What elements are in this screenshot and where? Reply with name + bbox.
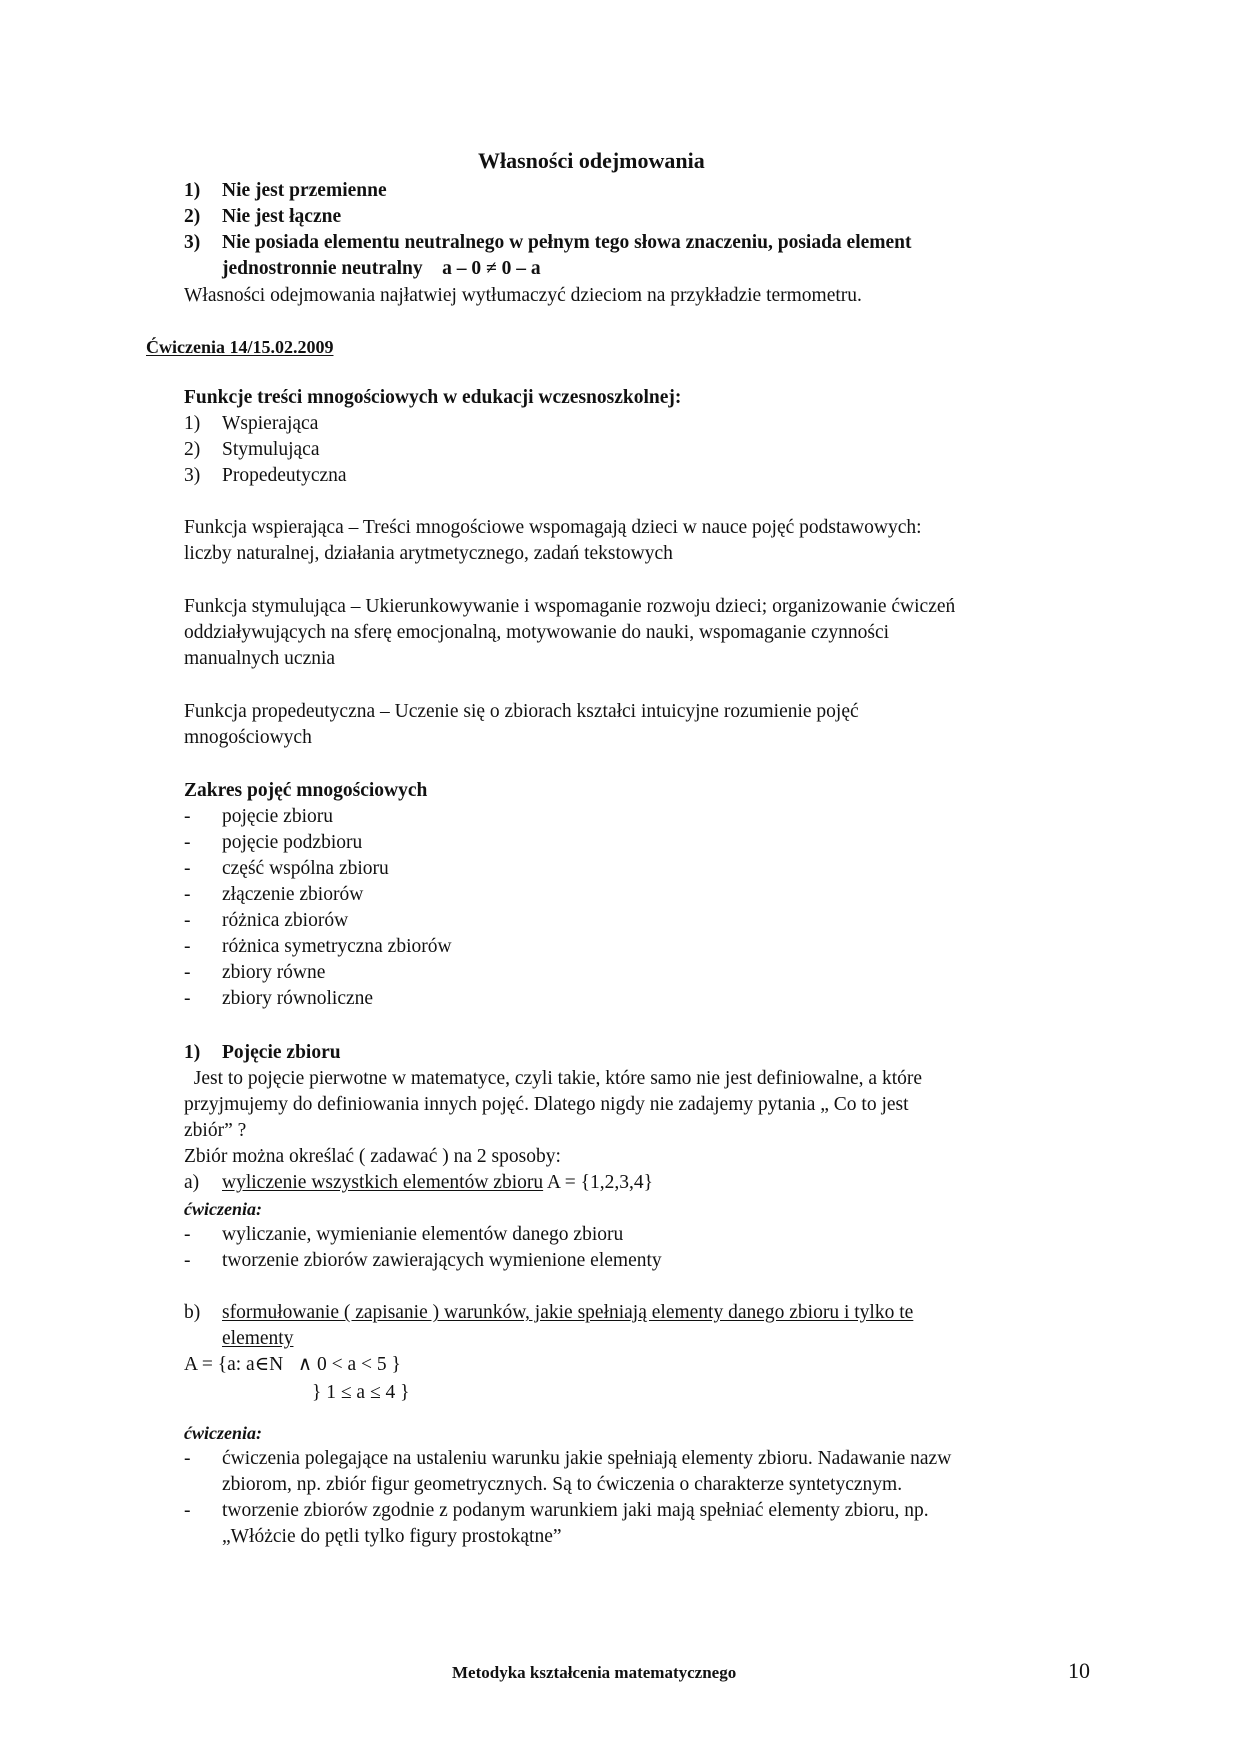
section-note: Własności odejmowania najłatwiej wytłumaczyć dzieciom na przykładzie termometru.: [184, 285, 862, 306]
section-title: Własności odejmowania: [478, 148, 705, 173]
item-text: zbiory równoliczne: [222, 988, 374, 1009]
item-number: 3): [184, 232, 201, 253]
functions-heading: Funkcje treści mnogościowych w edukacji wczesnoszkolnej:: [184, 387, 682, 408]
property-item: [184, 204, 341, 230]
formula: a – 0 ≠ 0 – a: [442, 258, 541, 279]
scope-item: [184, 908, 348, 934]
property-item: [184, 230, 912, 256]
formula: } 1 ≤ a ≤ 4 }: [312, 1382, 410, 1403]
exercises-label: ćwiczenia:: [184, 1423, 262, 1443]
footer-title: Metodyka kształcenia matematycznego: [452, 1663, 737, 1682]
formula: A = {1,2,3,4}: [546, 1172, 654, 1193]
item-text: Nie jest przemienne: [222, 180, 387, 201]
bullet: -: [184, 832, 191, 853]
exercise-item: [184, 1446, 951, 1472]
function-item: [184, 463, 347, 489]
item-text: pojęcie podzbioru: [222, 832, 363, 853]
scope-heading: Zakres pojęć mnogościowych: [184, 780, 428, 801]
bullet: -: [184, 988, 191, 1009]
paragraph-line: Funkcja stymulująca – Ukierunkowywanie i wspomaganie rozwoju dzieci; organizowanie ćwiczeń: [184, 596, 956, 617]
item-text: zbiory równe: [222, 962, 326, 983]
paragraph-line: liczby naturalnej, działania arytmetycznego, zadań tekstowych: [184, 543, 673, 564]
item-text: różnica symetryczna zbiorów: [222, 936, 452, 957]
item-text: wyliczanie, wymienianie elementów danego zbioru: [222, 1224, 624, 1245]
way-b-text: sformułowanie ( zapisanie ) warunków, jakie spełniają elementy danego zbioru i tylko te: [222, 1302, 914, 1323]
scope-item: [184, 960, 325, 986]
paragraph-line: mnogościowych: [184, 727, 312, 748]
item-text: Stymulująca: [222, 439, 320, 460]
item-text: część wspólna zbioru: [222, 858, 389, 879]
item-text: pojęcie zbioru: [222, 806, 333, 827]
paragraph-line: Jest to pojęcie pierwotne w matematyce, czyli takie, które samo nie jest definiowalne, a które: [184, 1068, 923, 1089]
session-heading: Ćwiczenia 14/15.02.2009: [146, 337, 334, 357]
item-number: 1): [184, 1042, 201, 1063]
bullet: -: [184, 1448, 191, 1469]
item-text: Nie posiada elementu neutralnego w pełnym tego słowa znaczeniu, posiada element: [222, 232, 912, 253]
paragraph-line: oddziaływujących na sferę emocjonalną, motywowanie do nauki, wspomaganie czynności: [184, 622, 890, 643]
scope-item: [184, 882, 363, 908]
way-b: [184, 1300, 913, 1326]
paragraph-line: zbiór” ?: [184, 1120, 247, 1141]
bullet: -: [184, 910, 191, 931]
item-text: złączenie zbiorów: [222, 884, 364, 905]
paragraph-line: przyjmujemy do definiowania innych pojęć. Dlatego nigdy nie zadajemy pytania „ Co to jest: [184, 1094, 909, 1115]
item-label: b): [184, 1302, 201, 1323]
formula: A = {a: a∈N ∧ 0 < a < 5 }: [184, 1354, 401, 1375]
function-item: [184, 437, 319, 463]
bullet: -: [184, 858, 191, 879]
exercise-item-continuation: zbiorom, np. zbiór figur geometrycznych. Są to ćwiczenia o charakterze syntetycznym.: [222, 1474, 903, 1495]
function-item: [184, 411, 318, 437]
item-text: Wspierająca: [222, 413, 319, 434]
bullet: -: [184, 936, 191, 957]
bullet: -: [184, 884, 191, 905]
item-text: Propedeutyczna: [222, 465, 347, 486]
item-text: różnica zbiorów: [222, 910, 349, 931]
bullet: -: [184, 1250, 191, 1271]
scope-item: [184, 986, 373, 1012]
scope-item: [184, 804, 333, 830]
item-text: tworzenie zbiorów zawierających wymienione elementy: [222, 1250, 662, 1271]
heading-text: Pojęcie zbioru: [222, 1042, 341, 1063]
bullet: -: [184, 1224, 191, 1245]
item-text: Nie jest łączne: [222, 206, 342, 227]
item-label: a): [184, 1172, 200, 1193]
paragraph-line: Zbiór można określać ( zadawać ) na 2 sposoby:: [184, 1146, 561, 1167]
item-text: ćwiczenia polegające na ustaleniu warunku jakie spełniają elementy zbioru. Nadawanie nazw: [222, 1448, 952, 1469]
item-text: tworzenie zbiorów zgodnie z podanym warunkiem jaki mają spełniać elementy zbioru, np.: [222, 1500, 929, 1521]
bullet: -: [184, 1500, 191, 1521]
property-item-continuation: [222, 256, 541, 282]
exercise-item: [184, 1248, 662, 1274]
paragraph-line: Funkcja wspierająca – Treści mnogościowe wspomagają dzieci w nauce pojęć podstawowych:: [184, 517, 922, 538]
way-a: [184, 1170, 653, 1196]
item-number: 3): [184, 465, 201, 486]
item-number: 2): [184, 206, 201, 227]
way-b-text-continuation: elementy: [222, 1328, 294, 1349]
paragraph-line: Funkcja propedeutyczna – Uczenie się o zbiorach kształci intuicyjne rozumienie pojęć: [184, 701, 859, 722]
set-concept-heading: [184, 1040, 341, 1066]
exercise-item-continuation: „Włóżcie do pętli tylko figury prostokątne”: [222, 1526, 562, 1547]
scope-item: [184, 830, 362, 856]
scope-item: [184, 934, 452, 960]
bullet: -: [184, 806, 191, 827]
scope-item: [184, 856, 389, 882]
item-text: jednostronnie neutralny: [222, 258, 423, 279]
exercises-label: ćwiczenia:: [184, 1199, 262, 1219]
item-number: 1): [184, 413, 201, 434]
way-a-text: wyliczenie wszystkich elementów zbioru: [222, 1172, 544, 1193]
exercise-item: [184, 1498, 929, 1524]
paragraph-line: manualnych ucznia: [184, 648, 336, 669]
property-item: [184, 178, 387, 204]
page-number: 10: [1068, 1658, 1090, 1683]
bullet: -: [184, 962, 191, 983]
item-number: 2): [184, 439, 201, 460]
exercise-item: [184, 1222, 623, 1248]
item-number: 1): [184, 180, 201, 201]
